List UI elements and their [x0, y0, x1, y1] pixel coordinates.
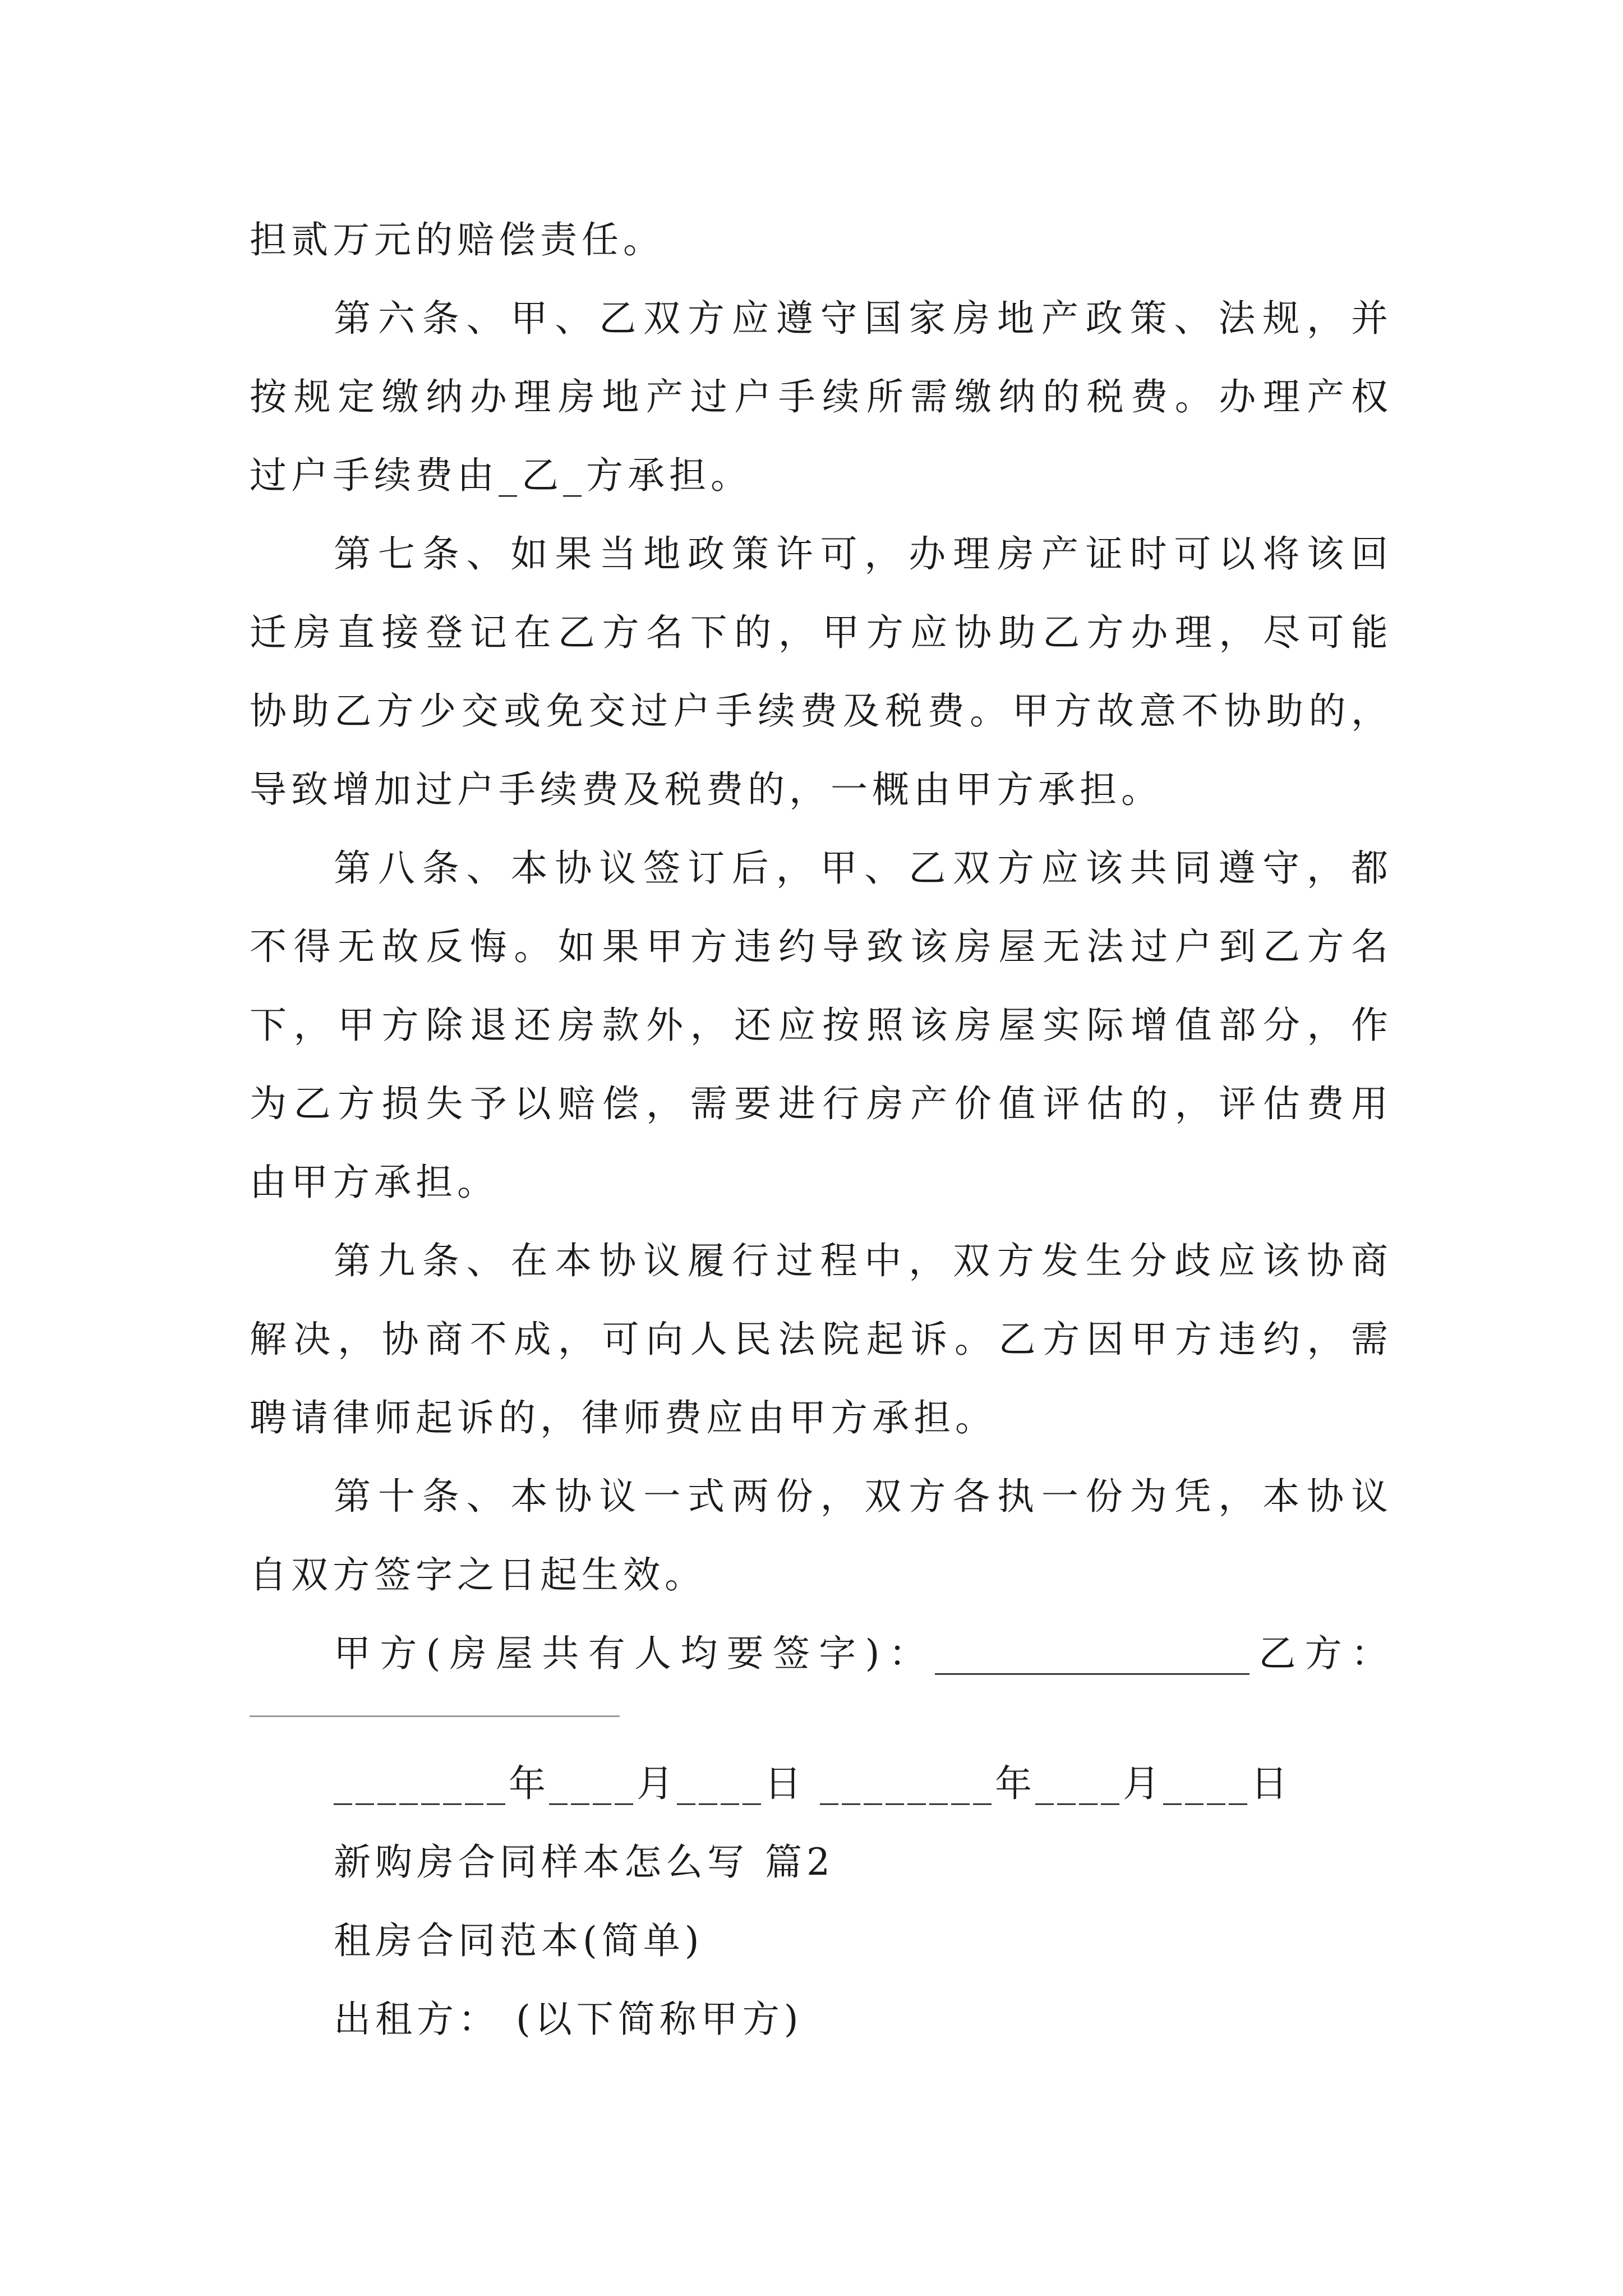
- article-7-line-1: 第七条、如果当地政策许可，办理房产证时可以将该回: [334, 532, 1388, 576]
- article-7-line-4: 导致增加过户手续费及税费的，一概由甲方承担。: [250, 768, 1163, 811]
- article-6-line-2: 按规定缴纳办理房地产过户手续所需缴纳的税费。办理产权: [250, 375, 1388, 418]
- article-8-line-5: 由甲方承担。: [250, 1161, 499, 1204]
- lessor-line: 出租方： (以下简称甲方): [334, 1998, 803, 2041]
- article-10-line-1: 第十条、本协议一式两份，双方各执一份为凭，本协议: [334, 1475, 1388, 1518]
- article-8-line-4: 为乙方损失予以赔偿，需要进行房产价值评估的，评估费用: [250, 1082, 1388, 1125]
- article-6-line-1: 第六条、甲、乙双方应遵守国家房地产政策、法规，并: [334, 297, 1388, 340]
- article-10-line-2: 自双方签字之日起生效。: [250, 1553, 706, 1596]
- section-title: 新购房合同样本怎么写 篇2: [334, 1841, 834, 1884]
- article-9-line-2: 解决，协商不成，可向人民法院起诉。乙方因甲方违约，需: [250, 1318, 1388, 1361]
- article-8-line-1: 第八条、本协议签订后，甲、乙双方应该共同遵守，都: [334, 846, 1388, 890]
- article-6-line-3: 过户手续费由_乙_方承担。: [250, 454, 752, 497]
- date-row: ________年____月____日 ________年____月____日: [334, 1762, 1291, 1805]
- article-8-line-3: 下，甲方除退还房款外，还应按照该房屋实际增值部分，作: [250, 1004, 1388, 1047]
- article-7-line-2: 迁房直接登记在乙方名下的，甲方应协助乙方办理，尽可能: [250, 611, 1388, 654]
- article-9-line-1: 第九条、在本协议履行过程中，双方发生分歧应该协商: [334, 1239, 1388, 1282]
- party-signature-line: 甲方(房屋共有人均要签字)：_________________乙方：: [334, 1632, 1388, 1675]
- article-9-line-3: 聘请律师起诉的，律师费应由甲方承担。: [250, 1396, 997, 1439]
- contract-title: 租房合同范本(简单): [334, 1919, 704, 1962]
- article-8-line-2: 不得无故反悔。如果甲方违约导致该房屋无法过户到乙方名: [250, 925, 1388, 968]
- article-7-line-3: 协助乙方少交或免交过户手续费及税费。甲方故意不协助的，: [250, 689, 1388, 733]
- signature-underline: [250, 1715, 620, 1717]
- paragraph-line: 担贰万元的赔偿责任。: [250, 218, 665, 261]
